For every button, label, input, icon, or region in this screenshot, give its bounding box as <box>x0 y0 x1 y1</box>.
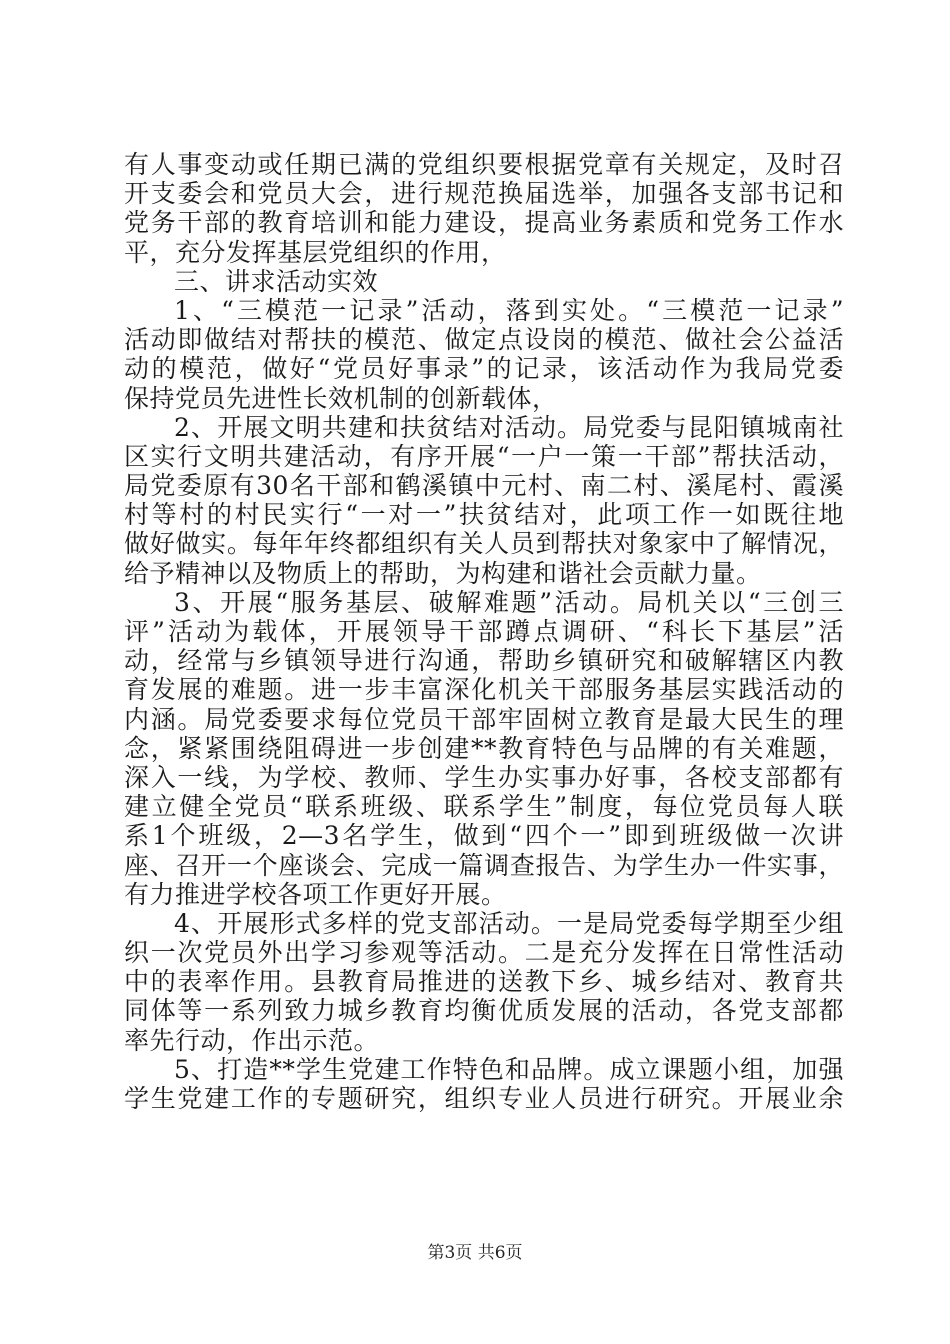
text-line: 开支委会和党员大会，进行规范换届选举，加强各支部书记和 <box>124 179 844 209</box>
text-line: 中的表率作用。县教育局推进的送教下乡、城乡结对、教育共 <box>124 967 844 997</box>
text-line: 育发展的难题。进一步丰富深化机关干部服务基层实践活动的 <box>124 675 844 705</box>
text-line: 2、开展文明共建和扶贫结对活动。局党委与昆阳镇城南社 <box>174 412 844 442</box>
body-text <box>124 150 844 1113</box>
text-line: 保持党员先进性长效机制的创新载体， <box>124 383 558 413</box>
text-line: 系1个班级，2—3名学生，做到“四个一”即到班级做一次讲 <box>124 821 844 851</box>
text-line: 建立健全党员“联系班级、联系学生”制度，每位党员每人联 <box>124 792 844 822</box>
page-number-footer: 第3页 共6页 <box>427 1243 523 1263</box>
text-line: 率先行动，作出示范。 <box>124 1025 380 1055</box>
text-line: 党务干部的教育培训和能力建设，提高业务素质和党务工作水 <box>124 208 844 238</box>
text-line: 有力推进学校各项工作更好开展。 <box>124 879 507 909</box>
text-line: 给予精神以及物质上的帮助，为构建和谐社会贡献力量。 <box>124 558 762 588</box>
text-line: 区实行文明共建活动，有序开展“一户一策一干部”帮扶活动， <box>124 441 844 471</box>
text-line: 3、开展“服务基层、破解难题”活动。局机关以“三创三 <box>174 587 844 617</box>
text-line: 1、“三模范一记录”活动，落到实处。“三模范一记录” <box>174 295 844 325</box>
text-line: 同体等一系列致力城乡教育均衡优质发展的活动，各党支部都 <box>124 996 844 1026</box>
text-line: 动，经常与乡镇领导进行沟通，帮助乡镇研究和破解辖区内教 <box>124 646 844 676</box>
text-line: 4、开展形式多样的党支部活动。一是局党委每学期至少组 <box>174 908 844 938</box>
text-line: 座、召开一个座谈会、完成一篇调查报告、为学生办一件实事， <box>124 850 844 880</box>
text-line: 内涵。局党委要求每位党员干部牢固树立教育是最大民生的理 <box>124 704 844 734</box>
text-line: 三、讲求活动实效 <box>174 266 379 296</box>
text-line: 深入一线，为学校、教师、学生办实事办好事，各校支部都有 <box>124 762 844 792</box>
text-line: 评”活动为载体，开展领导干部蹲点调研、“科长下基层”活 <box>124 617 844 646</box>
text-line: 念，紧紧围绕阻碍进一步创建**教育特色与品牌的有关难题， <box>124 733 844 763</box>
text-line: 做好做实。每年年终都组织有关人员到帮扶对象家中了解情况， <box>124 529 844 559</box>
text-line: 5、打造**学生党建工作特色和品牌。成立课题小组，加强 <box>174 1054 844 1084</box>
text-line: 动的模范，做好“党员好事录”的记录，该活动作为我局党委 <box>124 354 844 384</box>
text-line: 活动即做结对帮扶的模范、做定点设岗的模范、做社会公益活 <box>124 325 844 355</box>
text-line: 织一次党员外出学习参观等活动。二是充分发挥在日常性活动 <box>124 938 844 968</box>
text-line: 学生党建工作的专题研究，组织专业人员进行研究。开展业余 <box>124 1084 844 1113</box>
text-line: 局党委原有30名干部和鹤溪镇中元村、南二村、溪尾村、霞溪 <box>124 471 844 501</box>
text-line: 平，充分发挥基层党组织的作用， <box>124 237 507 267</box>
text-line: 村等村的村民实行“一对一”扶贫结对，此项工作一如既往地 <box>124 500 844 530</box>
text-line: 有人事变动或任期已满的党组织要根据党章有关规定，及时召 <box>124 150 844 179</box>
